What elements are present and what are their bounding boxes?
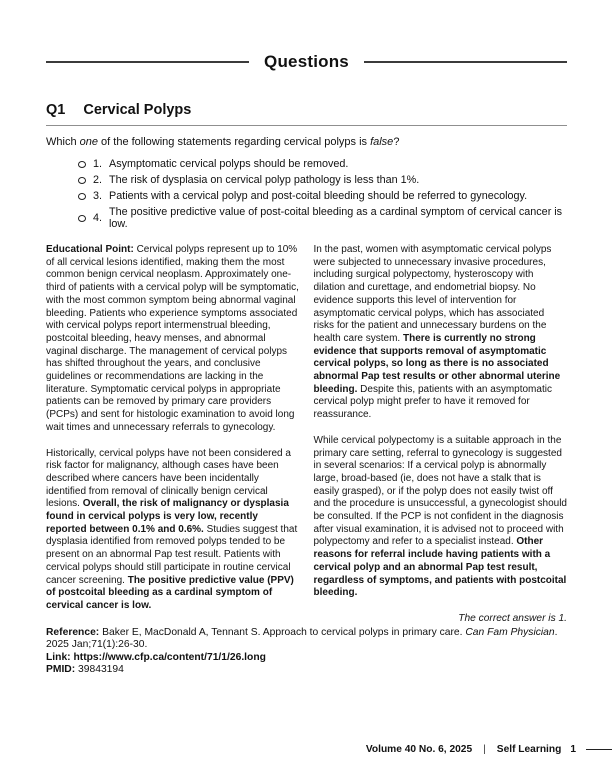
option-row-3	[78, 190, 567, 202]
question-number: Q1	[46, 102, 66, 118]
reference-block	[46, 627, 567, 677]
reference-pmid-line	[46, 664, 567, 677]
page-header	[46, 52, 567, 72]
right-column	[314, 244, 568, 626]
radio-button-option-3[interactable]	[78, 193, 86, 200]
radio-button-option-4[interactable]	[78, 215, 86, 222]
option-text: Asymptomatic cervical polyps should be removed.	[109, 158, 349, 170]
pmid-value: 39843194	[78, 664, 124, 676]
educational-point-paragraph: Educational Point: Cervical polyps represent up to 10% of all cervical lesions identified, making them the most common benign cervical neoplasm. Approximately one-third of patients with a cervical polyp will be symptomatic, with the most common symptom being abnormal vaginal bleeding. Patients who experience symptoms associated with cervical polyps report intermenstrual bleeding, postcoital bleeding, heavy menses, and abnormal vaginal discharge. The management of cervical polyps has shifted throughout the years, and conclusive guidelines or recommendations are lacking in the literature. Symptomatic cervical polyps in appropriate patients can be removed by primary care providers (PCPs) and sent for histologic examination to avoid long wait times and unnecessary referrals to gynecology.	[46, 244, 299, 433]
question-title: Cervical Polyps	[83, 102, 192, 118]
correct-answer-line: The correct answer is 1.	[458, 612, 567, 624]
header-rule-left	[46, 61, 249, 63]
options-list	[46, 158, 567, 230]
asymptomatic-management-paragraph: In the past, women with asymptomatic cervical polyps were subjected to unnecessary invasive procedures, including surgical polypectomy, hysteroscopy with dilation and curettage, and endometrial biopsy. No evidence supports this level of intervention for asymptomatic cervical polyps, which has associated risks for the patient and unnecessary burdens on the health care system. There is currently no strong evidence that supports removal of asymptomatic cervical polyps, so long as there is no associated abnormal Pap test results or other abnormal uterine bleeding. Despite this, patients with an asymptomatic cervical polyp might prefer to have it removed for reassurance.	[313, 244, 561, 421]
left-column	[46, 244, 300, 626]
pmid-label: PMID:	[46, 664, 76, 676]
header-rule-right	[364, 61, 567, 63]
option-number: 3.	[93, 190, 103, 202]
body-columns	[46, 244, 567, 626]
question-heading	[46, 102, 567, 126]
option-number: 4.	[93, 212, 103, 224]
footer-publication: Self Learning	[496, 744, 562, 755]
reference-link-line	[46, 652, 567, 665]
malignancy-risk-paragraph: Historically, cervical polyps have not been considered a risk factor for malignancy, although cases have been described where cancers have been incidentally identified from removal of clinically benign cervical lesions. Overall, the risk of malignancy or dysplasia found in cervical polyps is very low, recently reported between 0.1% and 0.6%. Studies suggest that dysplasia identified from removed polyps tended to be present on an abnormal Pap test result. Patients with cervical polyps should still participate in routine cervical cancer screening. The positive predictive value (PPV) of postcoital bleeding as a cardinal symptom of cervical cancer is low.	[46, 447, 298, 611]
referral-scenarios-paragraph: While cervical polypectomy is a suitable approach in the primary care setting, referral to gynecology is suggested in several scenarios: If a cervical polyp is abnormally large, broad-based (ie, does not have a stalk that is easily grasped), or if the polyp does not easily twist off and the procedure is unsuccessful, a gynecologist should be consulted. If the PCP is not confident in the diagnosis after visual examination, it is advised not to proceed with polypectomy and refer to a specialist instead. Other reasons for referral include having patients with a cervical polyp and an abnormal Pap test result, regardless of symptoms, and patients with postcoital bleeding.	[313, 434, 567, 599]
page-footer	[0, 744, 612, 755]
radio-button-option-2[interactable]	[78, 177, 86, 184]
option-row-4	[78, 206, 567, 230]
option-number: 2.	[93, 174, 103, 186]
link-label: Link:	[46, 651, 71, 663]
option-number: 1.	[93, 158, 103, 170]
option-row-2	[78, 174, 567, 186]
option-text: Patients with a cervical polyp and post-coital bleeding should be referred to gynecology.	[109, 190, 528, 202]
page-title: Questions	[264, 52, 349, 71]
footer-rule	[586, 749, 612, 751]
radio-button-option-1[interactable]	[78, 161, 86, 168]
reference-citation: Reference: Baker E, MacDonald A, Tennant S. Approach to cervical polyps in primary care. Can Fam Physician. 2025 Jan;71(1):26-30.	[46, 626, 558, 651]
option-row-1	[78, 158, 567, 170]
option-text: The risk of dysplasia on cervical polyp pathology is less than 1%.	[109, 174, 420, 186]
footer-page-number: 1	[570, 744, 576, 755]
reference-link[interactable]: https://www.cfp.ca/content/71/1/26.long	[73, 651, 266, 663]
footer-volume: Volume 40 No. 6, 2025	[365, 744, 473, 755]
question-stem: Which one of the following statements regarding cervical polyps is false?	[46, 136, 400, 148]
option-text: The positive predictive value of post-coital bleeding as a cardinal symptom of cervical cancer is low.	[109, 206, 563, 230]
footer-separator: |	[483, 744, 486, 755]
